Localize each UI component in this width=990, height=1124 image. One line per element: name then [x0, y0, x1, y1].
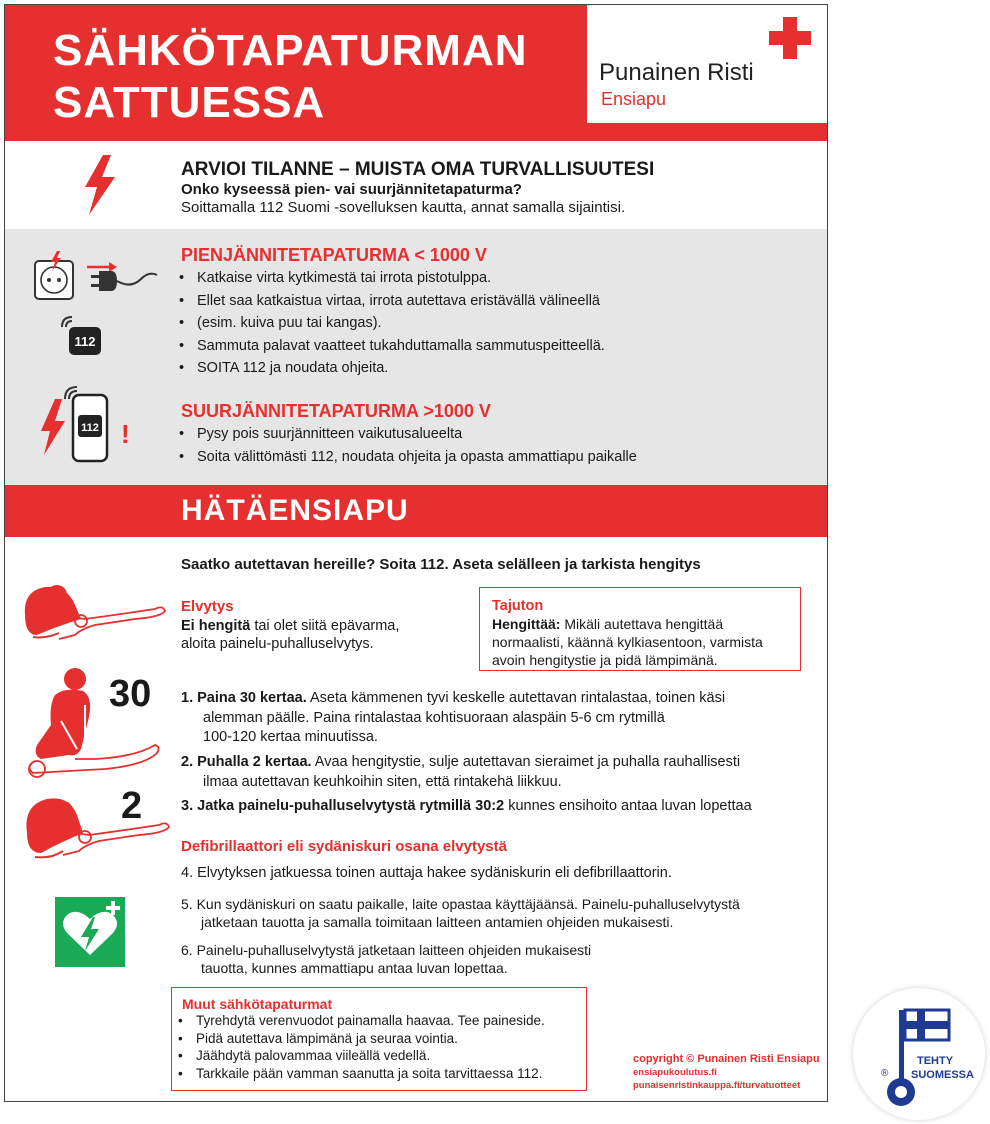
unconscious-line1	[492, 614, 723, 634]
step-5-line2: jatketaan tauotta ja samalla toimitaan laitteen antamien ohjeiden mukaisesti.	[201, 914, 674, 930]
step-3-num: 3.	[181, 798, 194, 814]
step-3-line1	[181, 796, 752, 816]
copyright-text: copyright © Punainen Risti Ensiapu	[633, 1053, 820, 1065]
badge-registered: ®	[881, 1068, 889, 1079]
step-2-line2: ilmaa autettavan keuhkoihin siten, että rintakehä liikkuu.	[203, 774, 562, 790]
list-item: • Jäähdytä palovammaa viileällä vedellä.	[176, 1047, 545, 1065]
list-item	[177, 312, 605, 335]
step-2-line1	[181, 752, 740, 772]
title-line-1: SÄHKÖTAPATURMAN	[53, 26, 528, 75]
copyright-block	[633, 1053, 820, 1091]
list-item: • Soita välittömästi 112, noudata ohjeita ja opasta ammattiapu paikalle	[177, 446, 637, 469]
socket-plug-icon	[31, 249, 161, 305]
cpr-rest: tai olet siitä epävarma,	[250, 618, 400, 634]
header-band	[5, 5, 827, 141]
list-item: • Tarkkaile pään vamman saanutta ja soita tarvittaessa 112.	[176, 1065, 545, 1083]
first-aid-title: HÄTÄENSIAPU	[181, 494, 409, 527]
assess-title: ARVIOI TILANNE – MUISTA OMA TURVALLISUUTESI	[181, 159, 655, 180]
unconscious-bold: Hengittää:	[492, 616, 561, 632]
phone-112-icon	[59, 313, 105, 359]
other-injuries-box	[171, 987, 587, 1091]
site-link-2[interactable]: punaisenristinkauppa.fi/turvatuotteet	[633, 1080, 801, 1091]
cpr-bold: Ei hengitä	[181, 618, 251, 634]
list-item-continuation: Pidä autettava lämpimänä ja seuraa vointia.	[196, 1030, 458, 1046]
step-5-line1: 5. Kun sydäniskuri on saatu paikalle, laite opastaa käyttäjäänsä. Painelu-puhalluselvytystä	[181, 896, 740, 912]
list-item: • Tyrehdytä verenvuodot painamalla haavaa. Tee paineside.	[176, 1012, 545, 1030]
assess-question: Onko kyseessä pien- vai suurjännitetapaturma?	[181, 181, 522, 198]
step-2-rest: Avaa hengitystie, sulje autettavan sieraimet ja puhalla rauhallisesti	[311, 754, 741, 770]
low-voltage-title: PIENJÄNNITETAPATURMA < 1000 V	[181, 245, 487, 265]
compressions-number: 30	[109, 673, 152, 715]
list-item: • Ellet saa katkaistua virtaa, irrota autettava eristävällä välineellä	[177, 290, 605, 313]
list-item: • Pysy pois suurjännitteen vaikutusalueelta	[177, 423, 637, 446]
high-voltage-title: SUURJÄNNITETAPATURMA >1000 V	[181, 401, 491, 421]
cpr-text-line2: aloita painelu-puhalluselvytys.	[181, 636, 374, 652]
badge-line-2: SUOMESSA	[911, 1069, 974, 1081]
red-cross-icon	[769, 17, 811, 59]
made-in-finland-badge	[853, 988, 985, 1120]
list-item	[176, 1030, 545, 1048]
page-title	[53, 25, 528, 129]
step-1-num: 1.	[181, 690, 194, 706]
other-injuries-list	[176, 1012, 545, 1082]
cpr-check-illustration	[15, 575, 175, 655]
assess-text: Soittamalla 112 Suomi -sovelluksen kautta, annat samalla sijaintisi.	[181, 199, 626, 216]
unconscious-box	[479, 587, 801, 671]
breaths-number: 2	[121, 785, 143, 827]
cpr-title: Elvytys	[181, 598, 234, 615]
first-aid-intro: Saatko autettavan hereille? Soita 112. Aseta selälleen ja tarkista hengitys	[181, 556, 701, 573]
step-1-line3: 100-120 kertaa minuutissa.	[203, 729, 378, 745]
step-1-rest: Aseta kämmenen tyvi keskelle autettavan rintalastaa, toinen käsi	[306, 690, 726, 706]
step-6-line1: 6. Painelu-puhalluselvytystä jatketaan laitteen ohjeiden mukaisesti	[181, 942, 592, 958]
step-1-line2: alemman päälle. Paina rintalastaa kohtisuoraan alaspäin 5-6 cm rytmillä	[203, 710, 665, 726]
list-item-continuation: (esim. kuiva puu tai kangas).	[197, 315, 382, 331]
poster	[4, 4, 828, 1102]
logo-name: Punainen Risti	[599, 59, 754, 86]
low-voltage-list	[177, 267, 605, 380]
lightning-icon	[83, 155, 117, 215]
step-1-bold: Paina 30 kertaa.	[197, 690, 307, 706]
step-6-line2: tauotta, kunnes ammattiapu antaa luvan lopettaa.	[201, 960, 508, 976]
key-flag-icon	[853, 988, 985, 1120]
step-3-bold: Jatka painelu-puhalluselvytystä rytmillä 30:2	[197, 798, 505, 814]
step-4: 4. Elvytyksen jatkuessa toinen auttaja hakee sydäniskurin eli defibrillaattorin.	[181, 865, 672, 881]
other-injuries-title: Muut sähkötapaturmat	[182, 996, 333, 1012]
aed-heart-icon	[55, 897, 125, 967]
defib-title: Defibrillaattori eli sydäniskuri osana elvytystä	[181, 838, 507, 855]
alert-icon: !	[121, 419, 130, 449]
unconscious-rest: Mikäli autettava hengittää	[560, 616, 724, 632]
step-2-bold: Puhalla 2 kertaa.	[197, 754, 312, 770]
phone-label-low: 112	[74, 334, 96, 349]
unconscious-line3: avoin hengitystie ja pidä lämpimänä.	[492, 652, 718, 668]
logo-subtitle: Ensiapu	[601, 89, 667, 109]
unconscious-title: Tajuton	[492, 598, 544, 614]
list-item: • Katkaise virta kytkimestä tai irrota pistotulppa.	[177, 267, 605, 290]
unconscious-line2: normaalisti, käännä kylkiasentoon, varmista	[492, 634, 763, 650]
title-line-2: SATTUESSA	[53, 78, 326, 127]
high-voltage-phone-icon	[35, 381, 145, 471]
first-aid-band	[5, 485, 827, 537]
cpr-text-line1	[181, 616, 399, 636]
list-item: • Sammuta palavat vaatteet tukahduttamalla sammutuspeitteellä.	[177, 335, 605, 358]
step-1-line1	[181, 688, 725, 708]
badge-line-1: TEHTY	[917, 1055, 954, 1067]
high-voltage-list	[177, 423, 637, 468]
site-link-1[interactable]: ensiapukoulutus.fi	[633, 1067, 717, 1078]
step-2-num: 2.	[181, 754, 194, 770]
rescue-breath-illustration	[15, 787, 175, 871]
list-item: • SOITA 112 ja noudata ohjeita.	[177, 357, 605, 380]
step-3-rest: kunnes ensihoito antaa luvan lopettaa	[504, 798, 752, 814]
red-cross-logo	[587, 5, 827, 123]
phone-label-high: 112	[81, 422, 99, 434]
